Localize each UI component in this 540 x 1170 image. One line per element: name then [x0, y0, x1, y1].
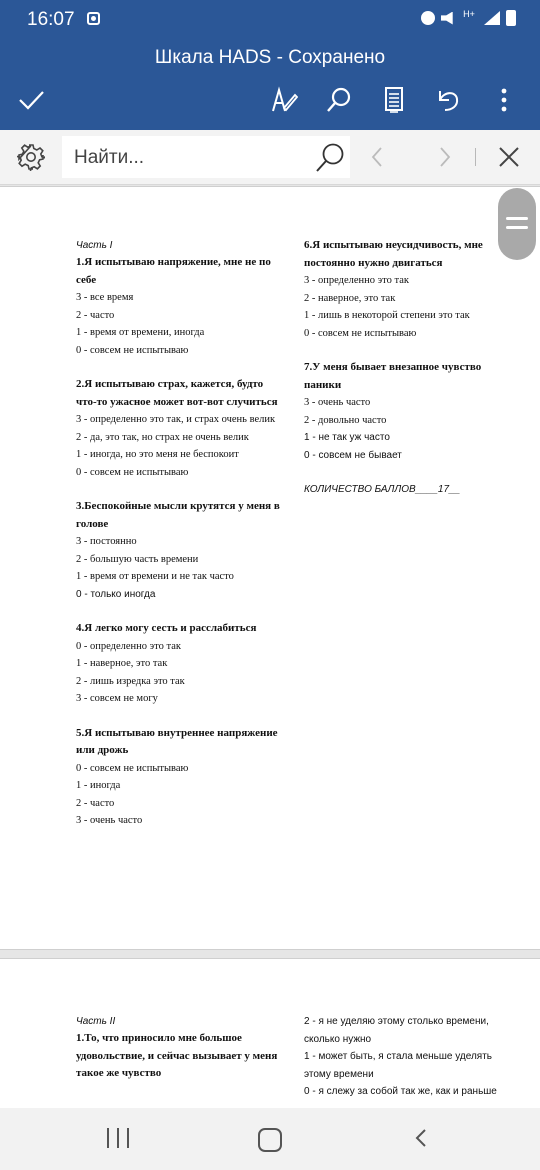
- status-time: 16:07: [27, 9, 75, 30]
- answer: 1 - может быть, я стала меньше уделять этому времени: [304, 1051, 493, 1080]
- answer: 0 - я слежу за собой так же, как и раньше: [304, 1086, 497, 1097]
- next-result-button[interactable]: [432, 144, 458, 170]
- undo-icon[interactable]: [434, 86, 462, 114]
- document-title: Шкала HADS - Сохранено: [154, 47, 386, 68]
- signal-icon: [484, 11, 500, 25]
- answer: 3 - очень часто: [76, 815, 143, 826]
- answer: 0 - совсем не испытываю: [304, 327, 417, 339]
- answer: 3 - совсем не могу: [76, 693, 158, 704]
- answer: 1 - время от времени и не так часто: [76, 571, 234, 582]
- pen-icon[interactable]: [270, 86, 298, 114]
- answer: 2 - лишь изредка это так: [76, 675, 185, 687]
- answer: 0 - совсем не испытываю: [76, 762, 189, 774]
- answer: 1 - наверное, это так: [76, 658, 168, 669]
- question-6: 6.Я испытываю неусидчивость, мне постоянно нужно двигаться: [304, 239, 483, 269]
- find-bar: [0, 130, 540, 185]
- answer: 2 - да, это так, но страх не очень велик: [76, 431, 249, 443]
- page1-left-column: [76, 237, 281, 830]
- system-nav-bar: [0, 1108, 540, 1170]
- page2-right-column: [304, 1013, 514, 1101]
- app-header: [0, 40, 540, 130]
- cast-icon: [87, 12, 100, 25]
- answer: 1 - лишь в некоторой степени это так: [304, 310, 470, 321]
- divider: [475, 148, 476, 166]
- answer: 1 - время от времени, иногда: [76, 327, 205, 338]
- previous-result-button[interactable]: [365, 144, 391, 170]
- question-5: 5.Я испытываю внутреннее напряжение или дрожь: [76, 726, 278, 756]
- question-7: 7.У меня бывает внезапное чувство паники: [304, 361, 482, 391]
- answer: 0 - совсем не бывает: [304, 449, 402, 461]
- answer: 1 - не так уж часто: [304, 432, 390, 443]
- page1-right-column: [304, 237, 514, 498]
- search-field[interactable]: [62, 136, 350, 178]
- mute-icon: [441, 12, 454, 25]
- search-icon[interactable]: [325, 86, 353, 114]
- answer: 0 - определенно это так: [76, 640, 181, 652]
- document-page-2[interactable]: [0, 958, 540, 1110]
- score-total: КОЛИЧЕСТВО БАЛЛОВ____17__: [304, 484, 461, 495]
- answer: 1 - иногда, но это меня не беспокоит: [76, 449, 239, 460]
- answer: 2 - большую часть времени: [76, 553, 199, 565]
- answer: 3 - определенно это так, и страх очень велик: [76, 414, 276, 425]
- answer: 3 - определенно это так: [304, 275, 409, 286]
- answer: 2 - я не уделяю этому столько времени, сколько нужно: [304, 1016, 489, 1045]
- answer: 3 - все время: [76, 292, 134, 303]
- close-icon[interactable]: [496, 144, 522, 170]
- scroll-handle[interactable]: [498, 188, 536, 260]
- answer: 2 - часто: [76, 309, 115, 321]
- part-heading: Часть I: [76, 240, 113, 251]
- search-input[interactable]: [72, 144, 306, 172]
- answer: 3 - очень часто: [304, 397, 371, 408]
- part-heading: Часть II: [76, 1016, 116, 1027]
- answer: 2 - довольно часто: [304, 414, 387, 426]
- answer: 3 - постоянно: [76, 536, 137, 547]
- reading-view-icon[interactable]: [380, 86, 408, 114]
- question-1: 1.Я испытываю напряжение, мне не по себе: [76, 256, 271, 286]
- question-2: 2.Я испытываю страх, кажется, будто что-то ужасное может вот-вот случиться: [76, 378, 278, 408]
- question-4: 4.Я легко могу сесть и расслабиться: [76, 622, 257, 634]
- alarm-icon: [421, 11, 435, 25]
- question-1: 1.То, что приносило мне большое удовольствие, и сейчас вызывает у меня такое же чувство: [76, 1032, 278, 1079]
- question-3: 3.Беспокойные мысли крутятся у меня в голове: [76, 500, 280, 530]
- search-glass-icon[interactable]: [314, 142, 346, 174]
- home-button[interactable]: [258, 1128, 282, 1152]
- answer: 1 - иногда: [76, 780, 121, 791]
- more-icon[interactable]: [490, 86, 518, 114]
- answer: 0 - только иногда: [76, 588, 156, 600]
- status-bar: [0, 0, 540, 40]
- answer: 0 - совсем не испытываю: [76, 344, 189, 356]
- battery-icon: [506, 10, 516, 26]
- answer: 2 - часто: [76, 797, 115, 809]
- status-icons: [421, 10, 516, 26]
- network-icon: H+: [463, 9, 475, 19]
- check-icon[interactable]: [17, 86, 45, 114]
- back-button[interactable]: [413, 1129, 431, 1147]
- gear-icon[interactable]: [17, 143, 45, 171]
- document-page-1[interactable]: [0, 186, 540, 950]
- recent-apps-button[interactable]: [107, 1128, 129, 1148]
- page2-left-column: [76, 1013, 281, 1083]
- answer: 2 - наверное, это так: [304, 292, 396, 304]
- answer: 0 - совсем не испытываю: [76, 466, 189, 478]
